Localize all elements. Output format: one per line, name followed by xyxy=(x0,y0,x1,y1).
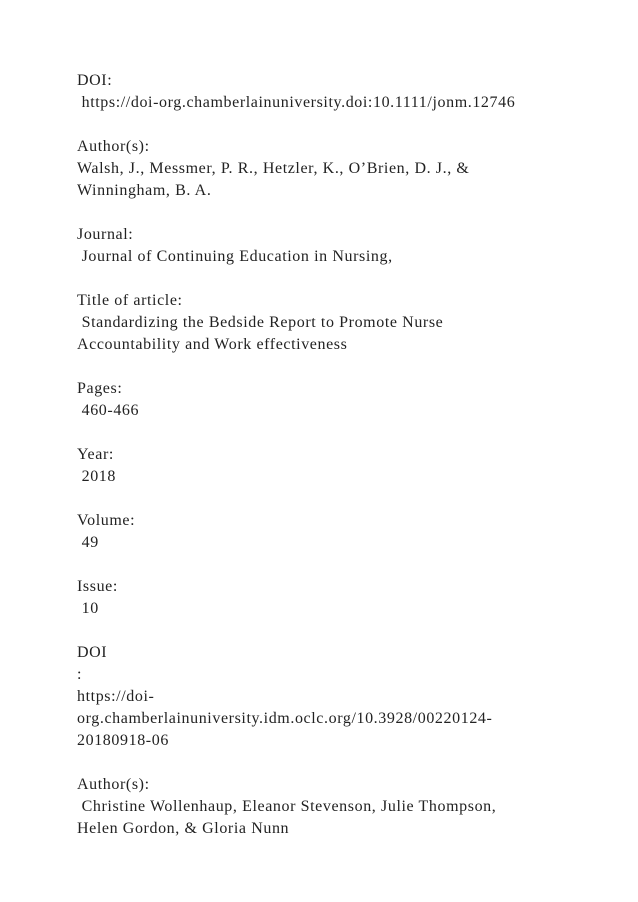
title-value-line-2: Accountability and Work effectiveness xyxy=(77,336,348,353)
doi-label-2: DOI xyxy=(77,644,108,661)
doi-label-1: DOI: xyxy=(77,72,113,89)
doi-value-2-line-3: 20180918-06 xyxy=(77,732,169,749)
spacer xyxy=(77,554,617,576)
authors-value-2-line-2: Helen Gordon, & Gloria Nunn xyxy=(77,820,290,837)
spacer xyxy=(77,114,617,136)
spacer xyxy=(77,202,617,224)
doi-value-2-line-2: org.chamberlainuniversity.idm.oclc.org/10.3928/00220124- xyxy=(77,710,493,727)
spacer xyxy=(77,422,617,444)
doi-label-2-colon: : xyxy=(77,666,83,683)
year-label: Year: xyxy=(77,446,114,463)
spacer xyxy=(77,752,617,774)
pages-value: 460-466 xyxy=(77,402,140,419)
document-page xyxy=(77,70,617,840)
spacer xyxy=(77,268,617,290)
issue-label: Issue: xyxy=(77,578,118,595)
title-value-line-1: Standardizing the Bedside Report to Promote Nurse xyxy=(77,314,444,331)
spacer xyxy=(77,488,617,510)
authors-label-1: Author(s): xyxy=(77,138,150,155)
spacer xyxy=(77,356,617,378)
title-label: Title of article: xyxy=(77,292,183,309)
issue-value: 10 xyxy=(77,600,99,617)
volume-value: 49 xyxy=(77,534,99,551)
authors-value-2-line-1: Christine Wollenhaup, Eleanor Stevenson, Julie Thompson, xyxy=(77,798,497,815)
volume-label: Volume: xyxy=(77,512,136,529)
authors-value-1-line-1: Walsh, J., Messmer, P. R., Hetzler, K., O’Brien, D. J., & xyxy=(77,160,470,177)
doi-value-1: https://doi-org.chamberlainuniversity.doi:10.1111/jonm.12746 xyxy=(77,94,516,111)
journal-label: Journal: xyxy=(77,226,134,243)
year-value: 2018 xyxy=(77,468,116,485)
doi-value-2-line-1: https://doi- xyxy=(77,688,155,705)
authors-label-2: Author(s): xyxy=(77,776,150,793)
authors-value-1-line-2: Winningham, B. A. xyxy=(77,182,212,199)
pages-label: Pages: xyxy=(77,380,123,397)
spacer xyxy=(77,620,617,642)
journal-value: Journal of Continuing Education in Nursing, xyxy=(77,248,393,265)
